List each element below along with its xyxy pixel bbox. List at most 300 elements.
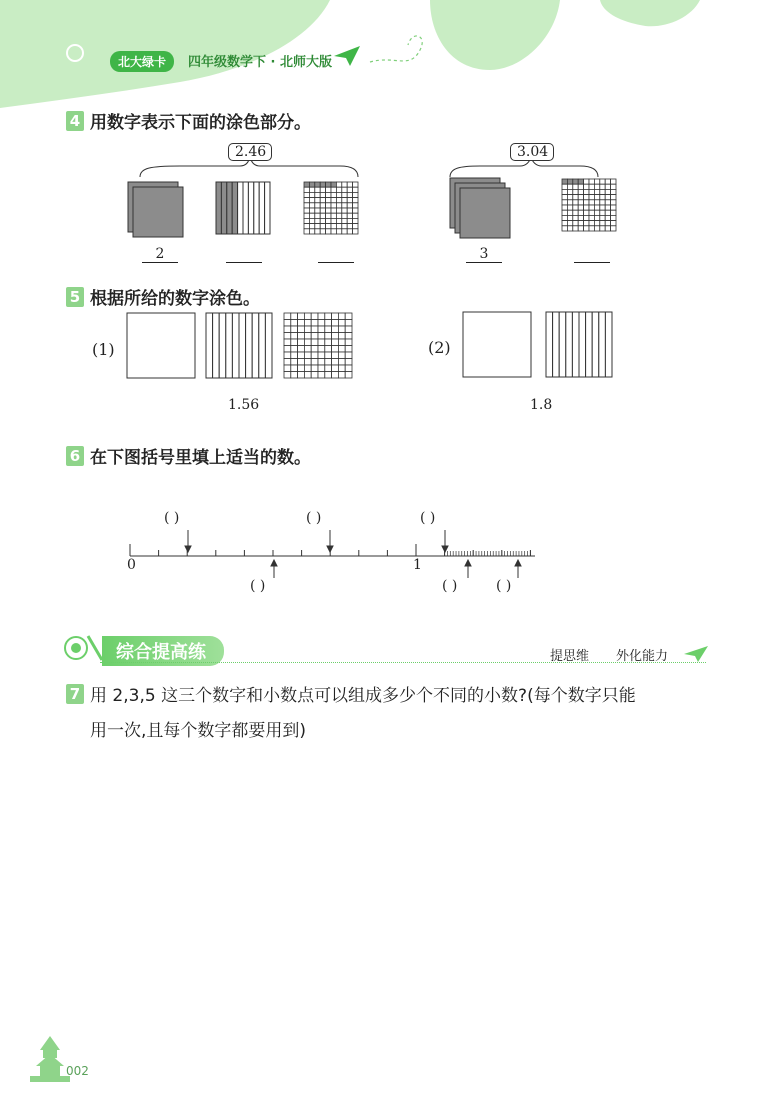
hundredth-cell bbox=[594, 221, 599, 226]
hundredth-cell bbox=[331, 198, 336, 203]
hundredth-cell bbox=[573, 184, 578, 189]
hundredth-cell bbox=[304, 320, 311, 327]
hundredth-cell bbox=[584, 215, 589, 220]
tenth-strip bbox=[226, 313, 233, 378]
hundredth-cell bbox=[589, 189, 594, 194]
hundredth-cell bbox=[589, 215, 594, 220]
hundredth-cell bbox=[338, 326, 345, 333]
hundredth-cell bbox=[284, 352, 291, 359]
hundredth-cell bbox=[578, 215, 583, 220]
hundredths-square bbox=[304, 182, 358, 234]
question-7 bbox=[66, 681, 716, 706]
hundredth-cell bbox=[332, 372, 339, 379]
question-text: 用数字表示下面的涂色部分。 bbox=[90, 113, 311, 133]
hundredth-cell bbox=[578, 200, 583, 205]
hundredth-cell bbox=[562, 205, 567, 210]
hundredth-cell bbox=[315, 198, 320, 203]
hundredth-cell bbox=[600, 215, 605, 220]
hundredth-cell bbox=[584, 184, 589, 189]
tenth-strip bbox=[592, 312, 599, 377]
hundredth-cell bbox=[342, 192, 347, 197]
paper-plane-icon bbox=[334, 46, 360, 66]
hundredth-cell bbox=[573, 179, 578, 184]
hundredth-cell bbox=[326, 208, 331, 213]
hundredth-cell bbox=[338, 346, 345, 353]
page-number: 002 bbox=[66, 1064, 89, 1078]
hundredth-cell bbox=[325, 359, 332, 366]
hundredth-cell bbox=[578, 226, 583, 231]
given-value: 1.8 bbox=[530, 397, 553, 413]
hundredth-cell bbox=[315, 203, 320, 208]
hundredth-cell bbox=[338, 359, 345, 366]
hundredth-cell bbox=[325, 365, 332, 372]
hundredth-cell bbox=[291, 372, 298, 379]
hundredth-cell bbox=[284, 346, 291, 353]
hundredth-cell bbox=[584, 221, 589, 226]
hundredth-cell bbox=[315, 208, 320, 213]
hundredth-cell bbox=[309, 203, 314, 208]
hundredth-cell bbox=[332, 365, 339, 372]
hundredth-cell bbox=[347, 187, 352, 192]
hundredth-cell bbox=[331, 192, 336, 197]
hundredth-cell bbox=[605, 189, 610, 194]
hundredth-cell bbox=[338, 372, 345, 379]
given-value: 1.56 bbox=[228, 397, 260, 413]
hundredth-cell bbox=[567, 221, 572, 226]
hundredth-cell bbox=[326, 224, 331, 229]
hundredth-cell bbox=[311, 313, 318, 320]
tenth-strip bbox=[259, 182, 264, 234]
hundredth-cell bbox=[304, 203, 309, 208]
hundredth-cell bbox=[611, 179, 616, 184]
tenth-strip bbox=[252, 313, 259, 378]
hundredth-cell bbox=[611, 200, 616, 205]
tenths-square[interactable] bbox=[546, 312, 612, 377]
hundredth-cell bbox=[611, 195, 616, 200]
hundredth-cell bbox=[605, 195, 610, 200]
hundredth-cell bbox=[284, 313, 291, 320]
hundredth-cell bbox=[342, 229, 347, 234]
hundredth-cell bbox=[315, 229, 320, 234]
hundredth-cell bbox=[336, 218, 341, 223]
hundredth-cell bbox=[304, 192, 309, 197]
hundredth-cell bbox=[342, 182, 347, 187]
section-banner: 综合提高练 bbox=[102, 636, 224, 666]
hundredth-cell bbox=[315, 218, 320, 223]
hundredth-cell bbox=[309, 213, 314, 218]
hundredth-cell bbox=[345, 320, 352, 327]
hundredth-cell bbox=[304, 372, 311, 379]
hundredth-cell bbox=[342, 203, 347, 208]
hundredth-cell bbox=[284, 333, 291, 340]
tenth-strip bbox=[265, 313, 272, 378]
hundredth-cell bbox=[318, 372, 325, 379]
section-tag: 外化能力 bbox=[616, 649, 669, 664]
hundredth-cell bbox=[573, 195, 578, 200]
hundredth-cell bbox=[567, 210, 572, 215]
hundredth-cell bbox=[336, 198, 341, 203]
logo-icon bbox=[66, 44, 84, 62]
hundredth-cell bbox=[594, 195, 599, 200]
hundredth-cell bbox=[318, 339, 325, 346]
hundredth-cell bbox=[584, 226, 589, 231]
hundredth-cell bbox=[578, 195, 583, 200]
answer-blank[interactable]: 2 bbox=[142, 246, 178, 263]
hundredth-cell bbox=[594, 226, 599, 231]
hundredth-cell bbox=[584, 179, 589, 184]
hundredth-cell bbox=[326, 218, 331, 223]
tick-label-one: 1 bbox=[413, 557, 422, 573]
number-line bbox=[0, 500, 762, 610]
hundredth-cell bbox=[336, 182, 341, 187]
tenth-strip bbox=[605, 312, 612, 377]
hundredth-cell bbox=[304, 313, 311, 320]
hundredth-cell bbox=[311, 320, 318, 327]
hundredth-cell bbox=[567, 189, 572, 194]
tenth-strip bbox=[553, 312, 560, 377]
hundredth-cell bbox=[573, 210, 578, 215]
tenth-strip bbox=[206, 313, 213, 378]
hundredth-cell bbox=[589, 195, 594, 200]
hundredth-cell bbox=[318, 326, 325, 333]
hundredth-cell bbox=[600, 205, 605, 210]
answer-parentheses[interactable]: ( ) bbox=[496, 578, 512, 594]
hundredth-cell bbox=[320, 218, 325, 223]
hundredth-cell bbox=[331, 224, 336, 229]
hundredth-cell bbox=[611, 215, 616, 220]
hundredth-cell bbox=[311, 352, 318, 359]
hundredth-cell bbox=[325, 372, 332, 379]
hundredth-cell bbox=[304, 198, 309, 203]
hundredth-cell bbox=[309, 229, 314, 234]
hundredth-cell bbox=[600, 189, 605, 194]
hundredth-cell bbox=[353, 213, 358, 218]
hundredth-cell bbox=[304, 213, 309, 218]
hundredth-cell bbox=[562, 200, 567, 205]
hundredth-cell bbox=[309, 208, 314, 213]
hundredth-cell bbox=[594, 179, 599, 184]
hundredth-cell bbox=[325, 352, 332, 359]
part-label: (2) bbox=[428, 338, 451, 357]
hundredth-cell bbox=[567, 184, 572, 189]
hundredth-cell bbox=[345, 359, 352, 366]
tenth-strip bbox=[213, 313, 220, 378]
hundredth-cell bbox=[611, 210, 616, 215]
hundredth-cell bbox=[304, 333, 311, 340]
hundredth-cell bbox=[600, 179, 605, 184]
hundredth-cell bbox=[342, 213, 347, 218]
tenth-strip bbox=[259, 313, 266, 378]
hundredth-cell bbox=[562, 210, 567, 215]
hundredth-cell bbox=[331, 229, 336, 234]
hundredth-cell bbox=[326, 203, 331, 208]
hundredth-cell bbox=[347, 182, 352, 187]
hundredth-cell bbox=[332, 333, 339, 340]
hundredth-cell bbox=[332, 320, 339, 327]
hundredth-cell bbox=[304, 346, 311, 353]
hundredth-cell bbox=[611, 189, 616, 194]
hundredth-cell bbox=[605, 205, 610, 210]
hundredths-square[interactable] bbox=[284, 313, 352, 378]
hundredth-cell bbox=[336, 213, 341, 218]
hundredth-cell bbox=[298, 365, 305, 372]
hundredth-cell bbox=[284, 365, 291, 372]
hundredth-cell bbox=[584, 200, 589, 205]
hundredth-cell bbox=[562, 195, 567, 200]
hundredth-cell bbox=[347, 198, 352, 203]
hundredth-cell bbox=[284, 372, 291, 379]
question-number: 6 bbox=[66, 446, 84, 466]
answer-blank[interactable]: 3 bbox=[466, 246, 502, 263]
hundredth-cell bbox=[338, 339, 345, 346]
hundredth-cell bbox=[304, 218, 309, 223]
hundredth-cell bbox=[304, 326, 311, 333]
hundredth-cell bbox=[338, 313, 345, 320]
hundredth-cell bbox=[584, 189, 589, 194]
hundredth-cell bbox=[304, 182, 309, 187]
hundredth-cell bbox=[589, 210, 594, 215]
pagoda-icon bbox=[30, 1036, 70, 1082]
hundredth-cell bbox=[562, 215, 567, 220]
section-tag: 提思维 bbox=[550, 649, 590, 664]
hundredth-cell bbox=[304, 352, 311, 359]
hundredth-cell bbox=[345, 313, 352, 320]
hundredth-cell bbox=[284, 339, 291, 346]
total-value-box: 2.46 bbox=[228, 143, 272, 161]
hundredth-cell bbox=[567, 205, 572, 210]
hundredth-cell bbox=[589, 200, 594, 205]
hundredth-cell bbox=[309, 224, 314, 229]
hundredth-cell bbox=[594, 215, 599, 220]
hundredth-cell bbox=[578, 221, 583, 226]
question-6-title bbox=[66, 443, 311, 468]
hundredth-cell bbox=[298, 333, 305, 340]
hundredth-cell bbox=[298, 372, 305, 379]
hundredth-cell bbox=[562, 226, 567, 231]
tenth-strip bbox=[232, 182, 237, 234]
hundredth-cell bbox=[304, 208, 309, 213]
hundredth-cell bbox=[309, 187, 314, 192]
hundredth-cell bbox=[605, 210, 610, 215]
hundredth-cell bbox=[347, 213, 352, 218]
hundredth-cell bbox=[342, 187, 347, 192]
hundredth-cell bbox=[600, 184, 605, 189]
hundredth-cell bbox=[304, 365, 311, 372]
hundredth-cell bbox=[320, 203, 325, 208]
tenth-strip bbox=[246, 313, 253, 378]
answer-blank[interactable] bbox=[226, 262, 262, 263]
hundredth-cell bbox=[311, 326, 318, 333]
hundredth-cell bbox=[311, 359, 318, 366]
hundredth-cell bbox=[353, 192, 358, 197]
hundredth-cell bbox=[320, 187, 325, 192]
tenth-strip bbox=[265, 182, 270, 234]
hundredth-cell bbox=[584, 210, 589, 215]
answer-blank[interactable] bbox=[574, 262, 610, 263]
hundredth-cell bbox=[336, 229, 341, 234]
hundredth-cell bbox=[311, 372, 318, 379]
hundredth-cell bbox=[347, 229, 352, 234]
tenth-strip bbox=[579, 312, 586, 377]
hundredth-cell bbox=[594, 205, 599, 210]
hundredth-cell bbox=[320, 198, 325, 203]
tenth-strip bbox=[238, 182, 243, 234]
hundredth-cell bbox=[605, 221, 610, 226]
hundredth-cell bbox=[353, 218, 358, 223]
hundredth-cell bbox=[345, 372, 352, 379]
hundredth-cell bbox=[332, 326, 339, 333]
hundredth-cell bbox=[291, 346, 298, 353]
hundredth-cell bbox=[584, 205, 589, 210]
hundredth-cell bbox=[347, 208, 352, 213]
tenth-strip bbox=[243, 182, 248, 234]
tenth-strip bbox=[216, 182, 221, 234]
hundredth-cell bbox=[594, 189, 599, 194]
hundredth-cell bbox=[611, 184, 616, 189]
hundredth-cell bbox=[353, 203, 358, 208]
hundredth-cell bbox=[562, 221, 567, 226]
hundredth-cell bbox=[309, 218, 314, 223]
hundredth-cell bbox=[291, 326, 298, 333]
hundredth-cell bbox=[605, 184, 610, 189]
tenth-strip bbox=[546, 312, 553, 377]
hundredth-cell bbox=[298, 359, 305, 366]
hundredth-cell bbox=[600, 221, 605, 226]
question-number: 7 bbox=[66, 684, 84, 704]
hundredth-cell bbox=[315, 213, 320, 218]
hundredth-cell bbox=[331, 203, 336, 208]
hundredth-cell bbox=[311, 333, 318, 340]
tenth-strip bbox=[227, 182, 232, 234]
q5-figure[interactable] bbox=[0, 300, 762, 390]
hundredth-cell bbox=[318, 365, 325, 372]
hundredth-cell bbox=[345, 326, 352, 333]
hundredth-cell bbox=[605, 200, 610, 205]
hundredth-cell bbox=[567, 226, 572, 231]
hundredth-cell bbox=[315, 187, 320, 192]
hundredth-cell bbox=[304, 187, 309, 192]
hundredths-square bbox=[562, 179, 616, 231]
tenth-strip bbox=[239, 313, 246, 378]
hundredth-cell bbox=[611, 205, 616, 210]
question-number: 5 bbox=[66, 287, 84, 307]
hundredth-cell bbox=[573, 221, 578, 226]
hundredth-cell bbox=[325, 326, 332, 333]
hundredth-cell bbox=[326, 187, 331, 192]
hundredth-cell bbox=[318, 352, 325, 359]
hundredth-cell bbox=[304, 339, 311, 346]
hundredth-cell bbox=[332, 352, 339, 359]
hundredth-cell bbox=[291, 320, 298, 327]
hundredth-cell bbox=[573, 215, 578, 220]
tenth-strip bbox=[254, 182, 259, 234]
hundredth-cell bbox=[304, 359, 311, 366]
answer-blank[interactable] bbox=[318, 262, 354, 263]
tenth-strip bbox=[248, 182, 253, 234]
hundredth-cell bbox=[291, 313, 298, 320]
hundredth-cell bbox=[353, 187, 358, 192]
hundredth-cell bbox=[309, 192, 314, 197]
hundredth-cell bbox=[326, 192, 331, 197]
hundredth-cell bbox=[331, 187, 336, 192]
hundredth-cell bbox=[567, 215, 572, 220]
question-text-line1: 用 2,3,5 这三个数字和小数点可以组成多少个不同的小数?(每个数字只能 bbox=[90, 686, 636, 706]
hundredth-cell bbox=[573, 200, 578, 205]
paper-plane-icon bbox=[684, 646, 708, 662]
hundredth-cell bbox=[298, 320, 305, 327]
hundredth-cell bbox=[600, 226, 605, 231]
hundredth-cell bbox=[578, 205, 583, 210]
hundredth-cell bbox=[594, 184, 599, 189]
hundredth-cell bbox=[304, 224, 309, 229]
hundredth-cell bbox=[311, 346, 318, 353]
hundredth-cell bbox=[336, 208, 341, 213]
answer-parentheses[interactable]: ( ) bbox=[164, 510, 180, 526]
hundredth-cell bbox=[567, 195, 572, 200]
hundredth-cell bbox=[336, 224, 341, 229]
hundredth-cell bbox=[309, 182, 314, 187]
question-text: 在下图括号里填上适当的数。 bbox=[90, 448, 311, 468]
header-subtitle: 四年级数学下 · 北师大版 bbox=[188, 55, 332, 70]
hundredth-cell bbox=[326, 182, 331, 187]
hundredth-cell bbox=[353, 224, 358, 229]
tenth-strip bbox=[586, 312, 593, 377]
hundredth-cell bbox=[315, 192, 320, 197]
hundredth-cell bbox=[326, 229, 331, 234]
hundredth-cell bbox=[342, 218, 347, 223]
hundredth-cell bbox=[338, 365, 345, 372]
hundredth-cell bbox=[589, 184, 594, 189]
hundredth-cell bbox=[320, 182, 325, 187]
hundredth-cell bbox=[331, 218, 336, 223]
answer-parentheses[interactable]: ( ) bbox=[306, 510, 322, 526]
hundredth-cell bbox=[347, 224, 352, 229]
hundredth-cell bbox=[345, 365, 352, 372]
hundredth-cell bbox=[318, 313, 325, 320]
hundredth-cell bbox=[578, 179, 583, 184]
hundredth-cell bbox=[320, 229, 325, 234]
hundredth-cell bbox=[594, 200, 599, 205]
hundredth-cell bbox=[353, 182, 358, 187]
hundredth-cell bbox=[320, 213, 325, 218]
answer-parentheses[interactable]: ( ) bbox=[442, 578, 458, 594]
hundredth-cell bbox=[315, 224, 320, 229]
hundredth-cell bbox=[298, 326, 305, 333]
hundredth-cell bbox=[338, 320, 345, 327]
hundredth-cell bbox=[318, 359, 325, 366]
tenth-strip bbox=[566, 312, 573, 377]
hundredth-cell bbox=[325, 313, 332, 320]
tenth-strip bbox=[599, 312, 606, 377]
q4-figure bbox=[0, 130, 762, 270]
hundredth-cell bbox=[284, 359, 291, 366]
hundredth-cell bbox=[291, 352, 298, 359]
hundredth-cell bbox=[594, 210, 599, 215]
hundredth-cell bbox=[347, 192, 352, 197]
hundredth-cell bbox=[567, 179, 572, 184]
tenths-square[interactable] bbox=[206, 313, 272, 378]
question-number: 4 bbox=[66, 111, 84, 131]
hundredth-cell bbox=[567, 200, 572, 205]
hundredth-cell bbox=[562, 179, 567, 184]
answer-parentheses[interactable]: ( ) bbox=[420, 510, 436, 526]
hundredth-cell bbox=[578, 210, 583, 215]
answer-parentheses[interactable]: ( ) bbox=[250, 578, 266, 594]
hundredth-cell bbox=[284, 326, 291, 333]
hundredth-cell bbox=[342, 208, 347, 213]
hundredth-cell bbox=[318, 333, 325, 340]
hundredth-cell bbox=[605, 215, 610, 220]
